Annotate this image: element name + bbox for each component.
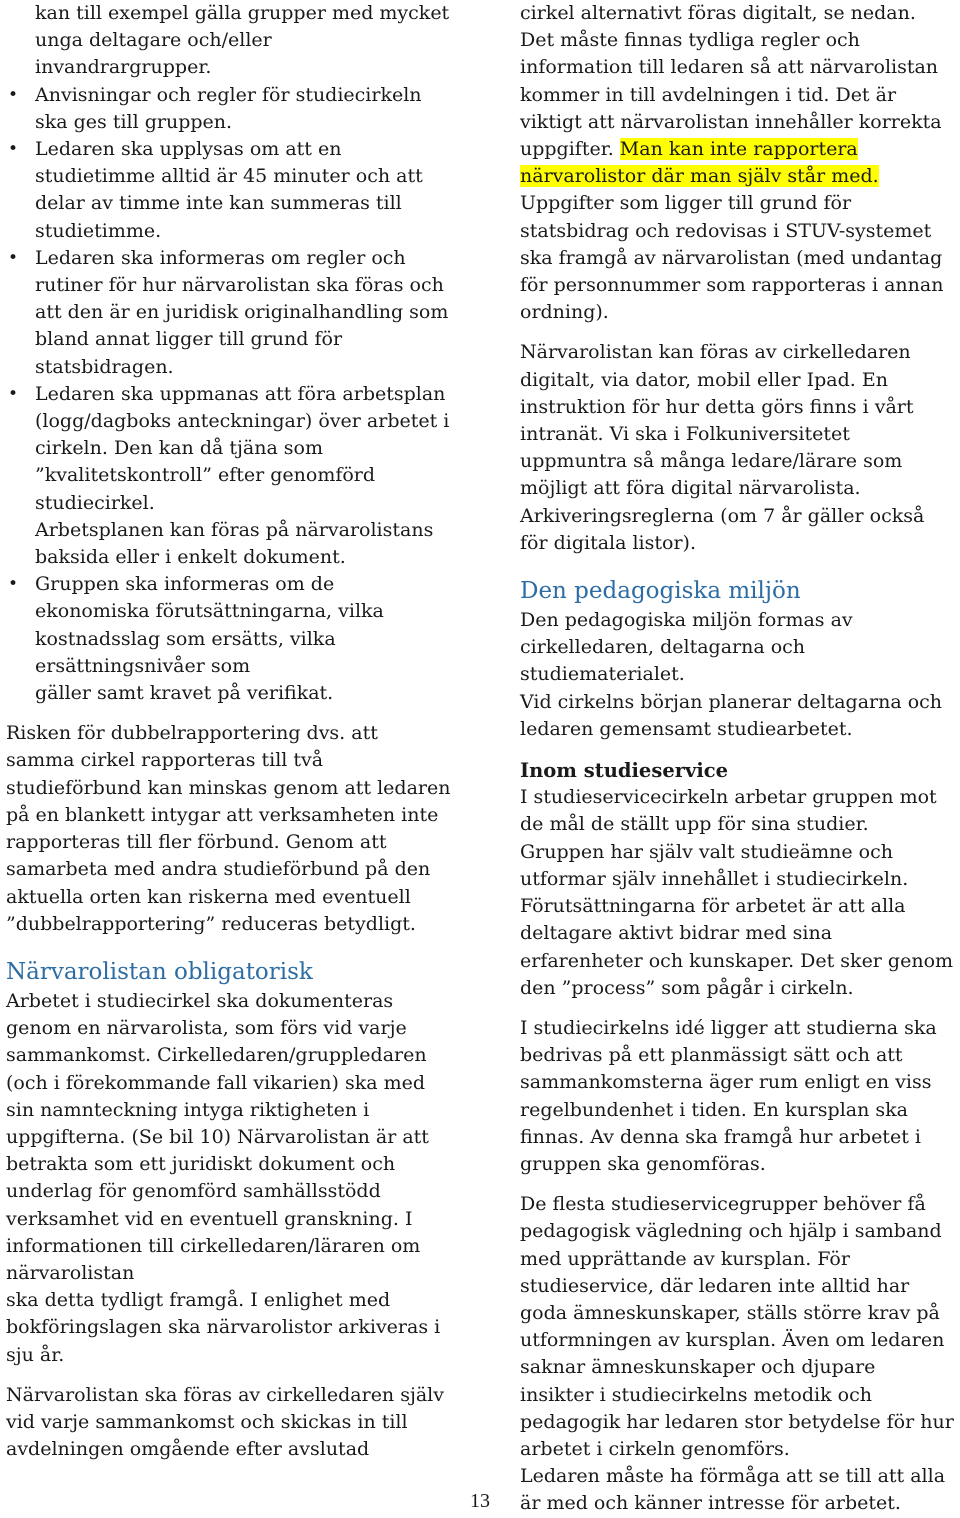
body-paragraph: Vid cirkelns början planerar deltagarna och ledaren gemensamt studiearbetet.	[520, 690, 943, 740]
body-paragraph: Ledaren måste ha förmåga att se till att alla är med och känner intresse för arbetet.	[520, 1465, 946, 1515]
body-paragraph	[6, 988, 451, 1369]
bullet-item	[6, 571, 451, 707]
bullet-continuation: kan till exempel gälla grupper med mycket unga deltagare och/eller invandrargrupper.	[35, 2, 450, 79]
body-paragraph: I studieservicecirkeln arbetar gruppen mot de mål de ställt upp för sina studier. Gruppen har själv valt studieämne och utformar själv innehållet i studiecirkeln. Förutsättningarna för arbetet är att alla deltagare aktivt bidrar med sina erfarenheter och kunskaper. Det sker genom den ”process” som pågår i cirkeln.	[520, 786, 954, 999]
section-heading: Den pedagogiska miljön	[520, 578, 801, 605]
body-paragraph	[520, 0, 955, 326]
bullet-item: • Anvisningar och regler för studiecirkeln ska ges till gruppen.	[6, 82, 451, 136]
bullet-list	[6, 82, 451, 708]
body-paragraph: I studiecirkelns idé ligger att studierna ska bedrivas på ett planmässigt sätt och att sammankomsterna äger rum enligt en viss regelbundenhet i tiden. En kursplan ska finnas. Av denna ska framgå hur arbetet i gruppen ska genomföras.	[520, 1016, 937, 1175]
body-paragraph: Den pedagogiska miljön formas av cirkelledaren, deltagarna och studiematerialet.	[520, 609, 853, 686]
bullet-text: Gruppen ska informeras om de ekonomiska förutsättningarna, vilka kostnadsslag som ersätts, vilka ersättningsnivåer som	[35, 573, 384, 677]
body-paragraph: De flesta studieservicegrupper behöver få pedagogisk vägledning och hjälp i samband med upprättande av kursplan. För studieservice, där ledaren inte alltid har goda ämneskunskaper, ställs större krav på utformningen av kursplan. Även om ledaren saknar ämneskunskaper och djupare insikter i studiecirkelns metodik och pedagogik har ledaren stor betydelse för hur arbetet i cirkeln genomförs.	[520, 1193, 954, 1460]
paragraph-text-cont: ska detta tydligt framgå. I enlighet med bokföringslagen ska närvarolistor arkiveras i sju år.	[6, 1289, 441, 1366]
left-column	[6, 0, 451, 1463]
section-heading: Närvarolistan obligatorisk	[6, 958, 313, 985]
body-paragraph: Närvarolistan kan föras av cirkelledaren digitalt, via dator, mobil eller Ipad. En instruktion för hur detta görs finns i vårt intranät. Vi ska i Folkuniversitetet uppmuntra så många ledare/lärare som möjligt att föra digital närvarolista. Arkiveringsreglerna (om 7 år gäller också för digitala listor).	[520, 341, 925, 554]
bullet-item: • Ledaren ska informeras om regler och rutiner för hur närvarolistan ska föras och att den är en juridisk originalhandling som bland annat ligger till grund för statsbidragen.	[6, 245, 451, 381]
paragraph-text: Uppgifter som ligger till grund för statsbidrag och redovisas i STUV-systemet ska framgå av närvarolistan (med undantag för personnummer som rapporteras i annan ordning).	[520, 192, 944, 324]
bullet-text-extra: Arbetsplanen kan föras på närvarolistans baksida eller i enkelt dokument.	[35, 518, 434, 569]
bullet-item: • Ledaren ska upplysas om att en studietimme alltid är 45 minuter och att delar av timme inte kan summeras till studietimme.	[6, 136, 451, 245]
right-column	[520, 0, 955, 1518]
paragraph-text: Arbetet i studiecirkel ska dokumenteras genom en närvarolista, som förs vid varje sammankomst. Cirkelledaren/gruppledaren (och i förekommande fall vikarien) ska med sin namnteckning intyga riktigheten i uppgifterna. (Se bil 10) Närvarolistan är att betrakta som ett juridiskt dokument och underlag för genomförd samhällsstödd verksamhet vid en eventuell granskning. I informationen till cirkelledaren/läraren om närvarolistan	[6, 989, 429, 1284]
paragraph-text: cirkel alternativt föras digitalt, se nedan. Det måste finnas tydliga regler och information till ledaren så att närvarolistan kommer in till avdelningen i tid. Det är viktigt att närvarolistan innehåller korrekta uppgifter.	[520, 2, 942, 161]
highlighted-text: Man kan inte rapportera närvarolistor där man själv står med.	[520, 138, 879, 188]
bullet-text: Ledaren ska uppmanas att föra arbetsplan (logg/dagboks anteckningar) över arbetet i cirkeln. Den kan då tjäna som ”kvalitetskontroll” efter genomförd studiecirkel.	[35, 382, 450, 514]
sub-heading: Inom studieservice	[520, 759, 729, 783]
risk-paragraph: Risken för dubbelrapportering dvs. att samma cirkel rapporteras till två studieförbund kan minskas genom att ledaren på en blankett intygar att verksamheten inte rapporteras till fler förbund. Genom att samarbeta med andra studieförbund på den aktuella orten kan riskerna med eventuell ”dubbelrapportering” reduceras betydligt.	[6, 722, 451, 935]
body-paragraph: Närvarolistan ska föras av cirkelledaren själv vid varje sammankomst och skickas in till avdelningen omgående efter avslutad	[6, 1383, 444, 1461]
bullet-text-extra: gäller samt kravet på verifikat.	[35, 682, 334, 705]
page-number: 13	[470, 1490, 490, 1512]
bullet-item	[6, 381, 451, 571]
